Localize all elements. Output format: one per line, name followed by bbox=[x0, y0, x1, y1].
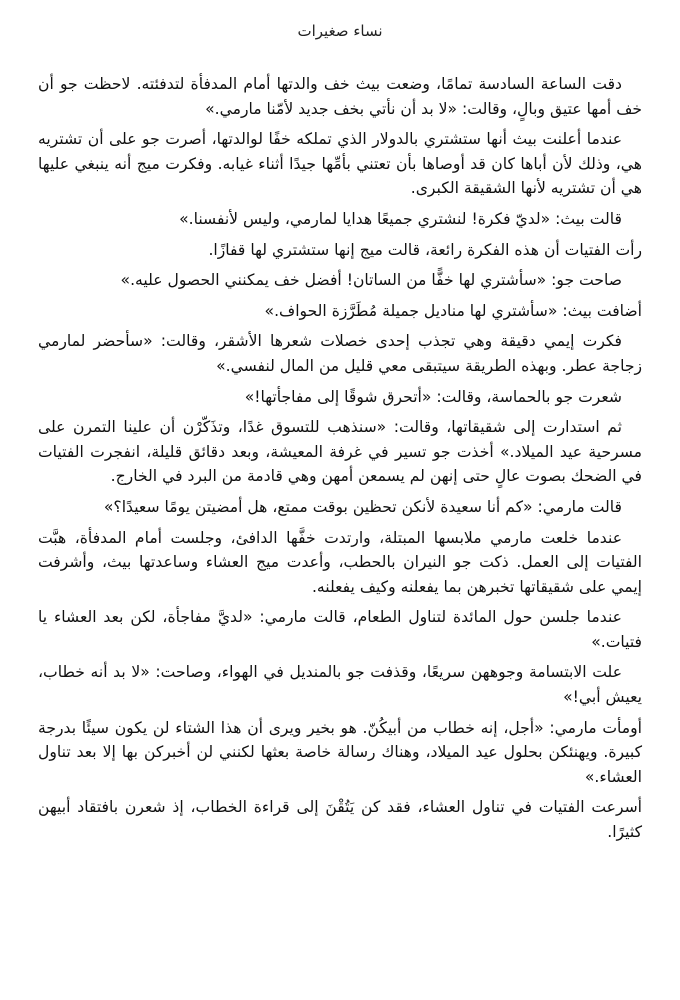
paragraph: شعرت جو بالحماسة، وقالت: «أتحرق شوقًا إلى مفاجأتها!» bbox=[244, 387, 622, 406]
paragraph: أضافت بيث: «سأشتري لها مناديل جميلة مُطَرَّزة الحواف.» bbox=[264, 301, 642, 320]
paragraph: عندما خلعت مارمي ملابسها المبتلة، وارتدت خفَّها الدافئ، وجلست أمام المدفأة، هبَّت الفتيات إلى العمل. ذكت جو النيران بالحطب، وأعدت ميج العشاء وساعدتها بيث، وأشرفت إيمي على شقيقاتها تخبرهن بما يفعلنه وكيف يفعلنه. bbox=[38, 528, 642, 596]
paragraph: قالت مارمي: «كم أنا سعيدة لأنكن تحظين بوقت ممتع، هل أمضيتن يومًا سعيدًا؟» bbox=[103, 497, 622, 516]
paragraph: قالت بيث: «لديّ فكرة! لنشتري جميعًا هدايا لمارمي، وليس لأنفسنا.» bbox=[179, 209, 622, 228]
paragraph: أسرعت الفتيات في تناول العشاء، فقد كن يَتُقْنَ إلى قراءة الخطاب، إذ شعرن بافتقاد أبيهن كثيرًا. bbox=[38, 798, 642, 842]
body-text bbox=[38, 72, 642, 851]
paragraph: علت الابتسامة وجوههن سريعًا، وقذفت جو بالمنديل في الهواء، وصاحت: «لا بد أنه خطاب، يعيش أبي!» bbox=[38, 663, 642, 707]
paragraph: عندما أعلنت بيث أنها ستشتري بالدولار الذي تملكه خفًا لوالدتها، أصرت جو على أن تشتريه هي، وذلك لأن أباها كان قد أوصاها بأن تعتني بأمِّها جيدًا أثناء غيابه. وفكرت ميج أنه ينبغي عليها هي أن تشتريه لأنها الشقيقة الكبرى. bbox=[38, 130, 642, 198]
paragraph: دقت الساعة السادسة تمامًا، وضعت بيث خف والدتها أمام المدفأة لتدفئته. لاحظت جو أن خف أمها عتيق وبالٍ، وقالت: «لا بد أن نأتي بخف جديد لأمّنا مارمي.» bbox=[38, 75, 642, 118]
paragraph: رأت الفتيات أن هذه الفكرة رائعة، قالت ميج إنها ستشتري لها قفازًا. bbox=[208, 240, 642, 259]
paragraph: صاحت جو: «سأشتري لها خفًّا من الساتان! أفضل خف يمكنني الحصول عليه.» bbox=[120, 271, 622, 290]
paragraph: ثم استدارت إلى شقيقاتها، وقالت: «سنذهب للتسوق غدًا، وتذَكّرْن أن علينا التمرن على مسرحية عيد الميلاد.» أخذت جو تسير في غرفة المعيشة، وبعد دقائق قليلة، انفجرت الفتيات في الضحك بصوت عالٍ حتى إنهن لم يسمعن أمهن وهي قادمة من البرد في الخارج. bbox=[38, 418, 642, 486]
paragraph: عندما جلسن حول المائدة لتناول الطعام، قالت مارمي: «لديَّ مفاجأة، لكن بعد العشاء يا فتيات.» bbox=[38, 608, 642, 651]
running-header-title: نساء صغيرات bbox=[297, 22, 383, 40]
paragraph: فكرت إيمي دقيقة وهي تجذب إحدى خصلات شعرها الأشقر، وقالت: «سأحضر لمارمي زجاجة عطر. وبهذه الطريقة سيتبقى معي قليل من المال لنفسي.» bbox=[38, 332, 642, 375]
paragraph: أومأت مارمي: «أجل، إنه خطاب من أبيكُنّ. هو بخير ويرى أن هذا الشتاء لن يكون سيئًا بدرجة كبيرة. ويهنئكن بحلول عيد الميلاد، وهناك رسالة خاصة بعثها لكنني لن أخبركن بها إلا بعد تناول العشاء.» bbox=[38, 718, 642, 786]
